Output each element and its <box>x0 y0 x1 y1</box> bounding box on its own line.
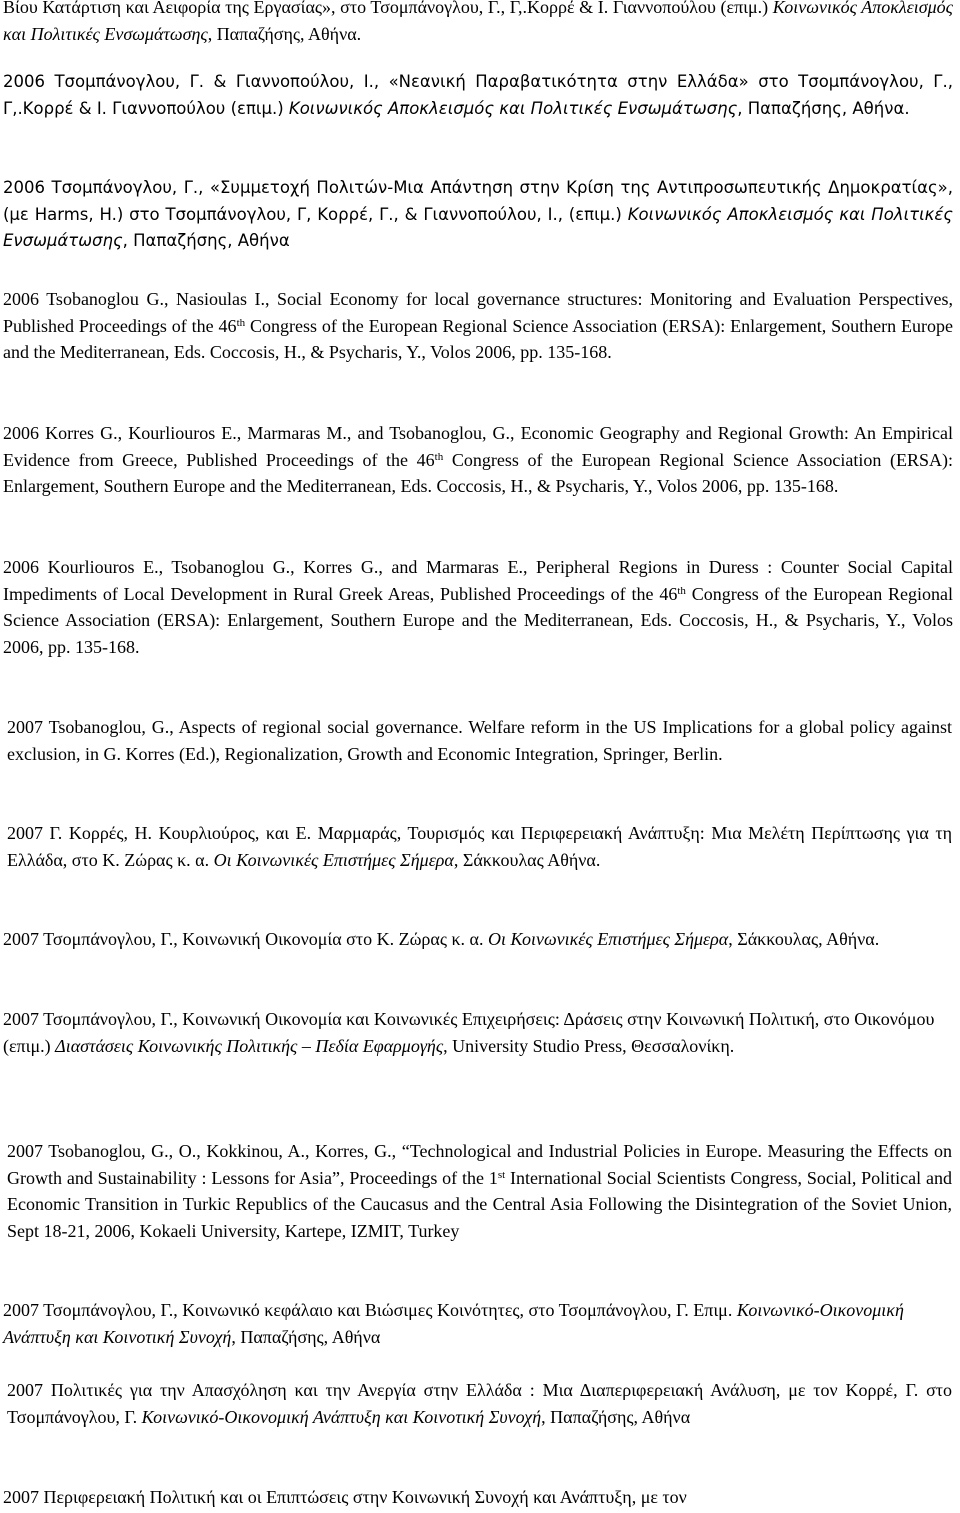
reference-entry <box>7 1138 952 1244</box>
reference-text: 2006 Korres G., Kourliouros E., Marmaras M., and Tsobanoglou, G., Economic Geography and Regional Growth: An Empirical Evidence from Greece, Published Proceedings of the 46 <box>3 423 953 470</box>
reference-text: , Σάκκουλας, Αθήνα. <box>728 929 880 949</box>
reference-entry <box>3 69 953 122</box>
reference-entry <box>3 420 953 500</box>
ordinal-superscript: st <box>497 1168 506 1181</box>
reference-text: Βίου Κατάρτιση και Αειφορία της Εργασίας», στο Τσομπάνογλου, Γ., Γ,.Κορρέ & Ι. Γιαννοπούλου (επιμ.) <box>3 0 773 17</box>
reference-text: , Παπαζήσης, Αθήνα. <box>737 98 910 118</box>
reference-text: 2006 Tsobanoglou G., Nasioulas I., Social Economy for local governance structures: Monitoring and Evaluation Perspectives, Published Proceedings of the 46 <box>3 289 953 336</box>
italic-title: Οι Κοινωνικές Επιστήμες Σήμερα <box>213 849 454 870</box>
reference-text: 2007 Περιφερειακή Πολιτική και οι Επιπτώσεις στην Κοινωνική Συνοχή και Ανάπτυξη, με τον <box>3 1487 687 1507</box>
reference-text: 2007 Γ. Κορρές, Η. Κουρλιούρος, και Ε. Μαρμαράς, Τουρισμός και Περιφερειακή Ανάπτυξη: Μια Μελέτη Περίπτωσης για τη Ελλάδα, στο Κ. Ζώρας κ. α. <box>7 823 952 870</box>
reference-entry <box>3 286 953 366</box>
reference-text: Congress of the European Regional Science Association (ERSA): Enlargement, Southern Europe and the Mediterranean, Eds. Coccosis, H., & Psycharis, Y., Volos 2006, pp. 135-168. <box>3 583 954 657</box>
reference-entry <box>3 1297 953 1350</box>
reference-text: 2007 Πολιτικές για την Απασχόληση και την Ανεργία στην Ελλάδα : Μια Διαπεριφερειακή Ανάλυση, με τον Κορρέ, Γ. στο Τσομπάνογλου, Γ. <box>7 1380 952 1427</box>
reference-text: 2007 Τσομπάνογλου, Γ., Κοινωνική Οικονομία και Κοινωνικές Επιχειρήσεις: Δράσεις στην Κοινωνική Πολιτική, στο Οικονόμου (επιμ.) <box>3 1009 935 1056</box>
reference-text: International Social Scientists Congress, Social, Political and Economic Transition in Turkic Republics of the Caucasus and the Central Asia Following the Disintegration of the Soviet Union, Sept 18-21, 2006, Kokaeli University, Kartepe, IZMIT, Turkey <box>7 1167 952 1241</box>
reference-text: , Σάκκουλας Αθήνα. <box>453 849 601 870</box>
reference-text: , Παπαζήσης, Αθήνα. <box>207 23 362 44</box>
reference-entry <box>3 0 953 47</box>
reference-entry <box>3 1484 953 1511</box>
reference-text: Congress of the European Regional Science Association (ERSA): Enlargement, Southern Europe and the Mediterranean, Eds. Coccosis, H., & Psycharis, Y., Volos 2006, pp. 135-168. <box>3 315 953 362</box>
reference-text: 2007 Τσομπάνογλου, Γ., Κοινωνικό κεφάλαιο και Βιώσιμες Κοινότητες, στο Τσομπάνογλου, Γ. Επιμ. <box>3 1300 737 1320</box>
italic-title: Κοινωνικό-Οικονομική Ανάπτυξη και Κοινοτική Συνοχή <box>3 1300 904 1347</box>
italic-title: Διαστάσεις Κοινωνικής Πολιτικής – Πεδία Εφαρμογής <box>55 1035 444 1056</box>
reference-text: 2007 Tsobanoglou, G., Aspects of regional social governance. Welfare reform in the US Implications for a global policy against exclusion, in G. Korres (Ed.), Regionalization, Growth and Economic Integration, Springer, Berlin. <box>7 717 952 764</box>
reference-text: Congress of the European Regional Science Association (ERSA): Enlargement, Southern Europe and the Mediterranean, Eds. Coccosis, H., & Psycharis, Y., Volos 2006, pp. 135-168. <box>3 449 954 496</box>
ordinal-superscript: th <box>677 584 686 597</box>
italic-title: Κοινωνικός Αποκλεισμός και Πολιτικές Ενσωμάτωσης <box>3 0 953 44</box>
reference-entry <box>3 175 953 255</box>
reference-entry <box>7 714 952 767</box>
italic-title: Κοινωνικός Αποκλεισμός και Πολιτικές Ενσωμάτωσης <box>3 204 953 250</box>
reference-text: , Παπαζήσης, Αθήνα <box>122 231 290 250</box>
reference-text: 2006 Τσομπάνογλου, Γ., «Συμμετοχή Πολιτών-Μια Απάντηση στην Κρίση της Αντιπροσωπευτικής Δημοκρατίας», (με Harms, H.) στο Τσομπάνογλου, Γ, Κορρέ, Γ., & Γιαννοπούλου, Ι., (επιμ.) <box>3 178 953 224</box>
reference-entry <box>3 926 953 953</box>
ordinal-superscript: th <box>434 450 444 463</box>
reference-text: 2007 Tsobanoglou, G., O., Kokkinou, A., Korres, G., “Technological and Industrial Policies in Europe. Measuring the Effects on Growth and Sustainability : Lessons for Asia”, Proceedings of the 1 <box>7 1141 952 1188</box>
reference-entry <box>7 820 952 873</box>
reference-text: 2006 Τσομπάνογλου, Γ. & Γιαννοπούλου, Ι., «Νεανική Παραβατικότητα στην Ελλάδα» στο Τσομπάνογλου, Γ., Γ,.Κορρέ & Ι. Γιαννοπούλου (επιμ.) <box>3 72 953 118</box>
reference-entry <box>7 1377 952 1430</box>
italic-title: Οι Κοινωνικές Επιστήμες Σήμερα <box>487 929 729 949</box>
reference-text: 2006 Kourliouros E., Tsobanoglou G., Korres G., and Marmaras E., Peripheral Regions in Duress : Counter Social Capital Impediments of Local Development in Rural Greek Areas, Published Proceedings of the 46 <box>3 557 953 604</box>
reference-text: , University Studio Press, Θεσσαλονίκη. <box>443 1035 735 1056</box>
reference-text: , Παπαζήσης, Αθήνα <box>231 1326 381 1347</box>
italic-title: Κοινωνικό-Οικονομική Ανάπτυξη και Κοινοτική Συνοχή <box>141 1406 542 1427</box>
reference-entry <box>3 1006 953 1059</box>
italic-title: Κοινωνικός Αποκλεισμός και Πολιτικές Ενσωμάτωσης <box>288 98 738 118</box>
ordinal-superscript: th <box>236 316 246 329</box>
reference-text: , Παπαζήσης, Αθήνα <box>541 1406 691 1427</box>
reference-entry <box>3 554 953 660</box>
reference-text: 2007 Τσομπάνογλου, Γ., Κοινωνική Οικονομία στο Κ. Ζώρας κ. α. <box>3 929 488 949</box>
